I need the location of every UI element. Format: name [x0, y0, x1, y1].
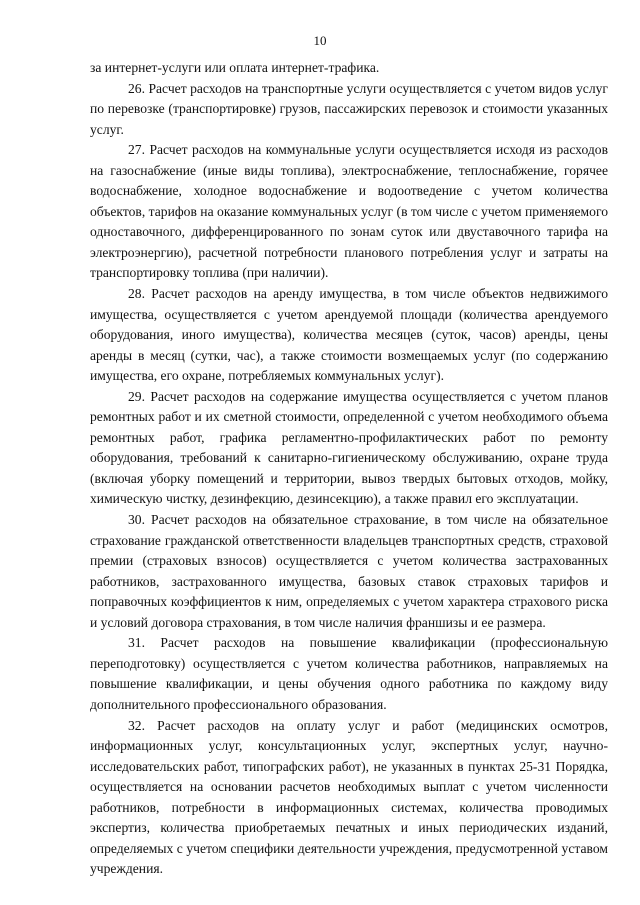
paragraph-28: 28. Расчет расходов на аренду имущества, в том числе объектов недвижимого имущества, осуществляется с учетом арендуемой площади (количества арендуемого оборудования, иного имущества), количества месяцев (суток, часов) аренды, цены аренды в месяц (сутки, час), а также стоимости возмещаемых услуг (по содержанию имущества, его охране, потребляемых коммунальных услуг).	[90, 286, 608, 384]
document-body	[90, 58, 608, 880]
paragraph-26: 26. Расчет расходов на транспортные услуги осуществляется с учетом видов услуг по перевозке (транспортировке) грузов, пассажирских перевозок и стоимости указанных услуг.	[90, 80, 608, 137]
paragraph-31: 31. Расчет расходов на повышение квалификации (профессиональную переподготовку) осуществляется с учетом количества работников, направляемых на повышение квалификации, и цены обучения одного работника по каждому виду дополнительного профессионального образования.	[90, 635, 608, 712]
paragraph-27: 27. Расчет расходов на коммунальные услуги осуществляется исходя из расходов на газоснабжение (иные виды топлива), электроснабжение, теплоснабжение, горячее водоснабжение, холодное водоснабжение и водоотведение с учетом количества объектов, тарифов на оказание коммунальных услуг (в том числе с учетом применяемого одноставочного, дифференцированного по зонам суток или двуставочного тарифа на электроэнергию), расчетной потребности планового потребления услуг и затраты на транспортировку топлива (при наличии).	[90, 142, 608, 281]
page-number: 10	[313, 33, 327, 48]
paragraph-29: 29. Расчет расходов на содержание имущества осуществляется с учетом планов ремонтных работ и их сметной стоимости, определенной с учетом необходимого объема ремонтных работ, графика регламентно-профилактических работ по ремонту оборудования, требований к санитарно-гигиеническому обслуживанию, охране труда (включая уборку помещений и территории, вывоз твердых бытовых отходов, мойку, химическую чистку, дезинфекцию, дезинсекцию), а также правил его эксплуатации.	[90, 388, 608, 507]
paragraph-32: 32. Расчет расходов на оплату услуг и работ (медицинских осмотров, информационных услуг, консультационных услуг, экспертных услуг, научно-исследовательских работ, типографских работ), не указанных в пунктах 25-31 Порядка, осуществляется на основании расчетов необходимых выплат с учетом численности работников, потребности в информационных системах, количества проводимых экспертиз, количества приобретаемых печатных и иных периодических изданий, определяемых с учетом специфики деятельности учреждения, предусмотренной уставом учреждения.	[90, 717, 608, 877]
paragraph-30: 30. Расчет расходов на обязательное страхование, в том числе на обязательное страхование гражданской ответственности владельцев транспортных средств, страховой премии (страховых взносов) осуществляется с учетом количества застрахованных работников, застрахованного имущества, базовых ставок страховых тарифов и поправочных коэффициентов к ним, определяемых с учетом характера страхового риска и условий договора страхования, в том числе наличия франшизы и ее размера.	[90, 512, 608, 630]
paragraph-continuation: за интернет-услуги или оплата интернет-трафика.	[90, 60, 380, 75]
